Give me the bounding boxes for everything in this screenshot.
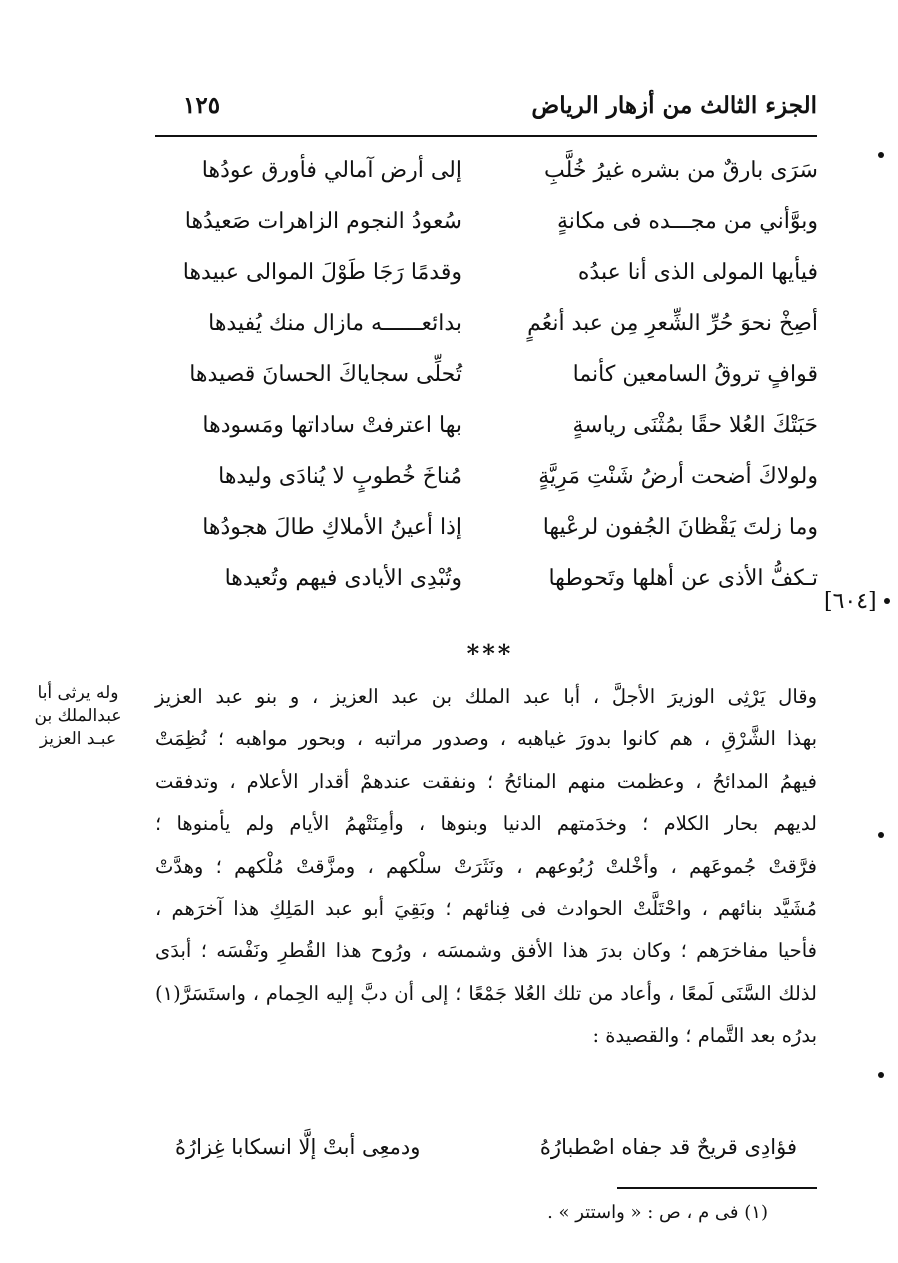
prose-line: فيهمُ المدائحُ ، وعظمت منهم المنائحُ ؛ ونفقت عندهمْ أقدار الأعلام ، وتدفقت <box>155 769 817 793</box>
margin-dot <box>884 598 890 604</box>
prose-line: لديهم بحار الكلام ؛ وخدَمتهم الدنيا وبنوها ، وأمِنَتْهمُ الأيام ولم يأمنوها ؛ <box>155 812 817 836</box>
second-hemistich: إذا أعينُ الأملاكِ طالَ هجودُها <box>202 515 462 540</box>
prose-line: وقال يَرْثِى الوزيرَ الأجلَّ ، أبا عبد الملك بن عبد العزيز ، و بنو عبد العزيز <box>155 685 817 708</box>
prose-line: فرَّقتْ جُموعَهم ، وأخْلتْ رُبُوعهم ، ونَثَرَتْ سلْكهم ، ومزَّقتْ مُلْكهم ؛ وهدَّتْ <box>155 854 817 878</box>
first-hemistich: فؤادِى قريحٌ قد جفاه اصْطبارُهُ <box>539 1135 797 1159</box>
verse-line <box>150 303 818 354</box>
verse-line <box>150 558 818 609</box>
verse-line <box>150 354 818 405</box>
prose-paragraph <box>155 676 817 1058</box>
verse-line <box>150 201 818 252</box>
verse-line <box>150 252 818 303</box>
first-hemistich: وما زلتَ يَقْظانَ الجُفون لرعْيها <box>542 515 818 540</box>
section-separator: *** <box>466 639 514 668</box>
first-hemistich: فيأيها المولى الذى أنا عبدُه <box>577 260 818 285</box>
opening-verse <box>175 1135 797 1175</box>
margin-note-line: عبـد العزيز <box>39 729 117 749</box>
prose-line: مُشَيَّد بنائهم ، واحْتَلَّتْ الحوادث فى فِنائهم ؛ وبَقِيَ أبو عبد المَلِكِ هذا آخرَهم ، <box>155 896 817 920</box>
header-rule <box>155 135 817 137</box>
poem-block <box>150 150 818 609</box>
second-hemistich: تُحلِّى سجاياكَ الحسانَ قصيدها <box>189 362 462 387</box>
first-hemistich: سَرَى بارقٌ من بشره غيرُ خُلَّبِ <box>544 158 818 183</box>
margin-note <box>22 682 134 751</box>
second-hemistich: وقدمًا رَجَا طَوْلَ الموالى عبيدها <box>182 260 462 285</box>
second-hemistich: إلى أرض آمالي فأورق عودُها <box>201 158 462 183</box>
second-hemistich: سُعودُ النجوم الزاهرات صَعيدُها <box>184 209 462 234</box>
second-hemistich: بها اعترفتْ ساداتها ومَسودها <box>202 413 462 438</box>
second-hemistich: بدائعــــــه مازال منك يُفيدها <box>208 311 462 336</box>
margin-dot <box>878 832 884 838</box>
verse-line <box>150 456 818 507</box>
first-hemistich: تـكفُّ الأذى عن أهلها وتَحوطها <box>548 566 818 591</box>
margin-dot <box>878 1072 884 1078</box>
first-hemistich: قوافٍ تروقُ السامعين كأنما <box>572 362 818 387</box>
verse-line <box>150 507 818 558</box>
running-header <box>155 88 817 128</box>
second-hemistich: ودمعِى أبتْ إلَّا انسكابا غِزارُهُ <box>175 1135 421 1159</box>
margin-dot <box>878 152 884 158</box>
margin-note-line: عبدالملك بن <box>34 706 122 726</box>
page-number: ١٢٥ <box>183 92 221 119</box>
prose-line: لذلك السَّنَى لَمعًا ، وأعاد من تلك العُلا جَمْعًا ؛ إلى أن دبَّ إليه الحِمام ، واستَسَرَّ(١) <box>155 981 817 1005</box>
first-hemistich: وبوَّأني من مجـــده فى مكانةٍ <box>557 209 818 234</box>
second-hemistich: مُناخَ خُطوبٍ لا يُنادَى وليدها <box>218 464 462 489</box>
book-title: الجزء الثالث من أزهار الرياض <box>531 92 817 119</box>
first-hemistich: أصِخْ نحوَ حُرِّ الشِّعرِ مِن عبد أنعُمٍ <box>527 311 818 336</box>
margin-note-line: وله يرثى أبا <box>37 683 119 703</box>
first-hemistich: ولولاكَ أضحت أرضُ شَنْتِ مَرِيَّةٍ <box>538 464 818 489</box>
prose-line: فأحيا مفاخرَهم ؛ وكان بدرَ هذا الأفق وشمسَه ، ورُوح هذا القُطرِ ونَفْسَه ؛ أبدَى <box>155 939 817 963</box>
footnote: (١) فى م ، ص : « واستتر » . <box>547 1202 768 1223</box>
footnote-rule <box>617 1187 817 1189</box>
second-hemistich: وتُبْدِى الأيادى فيهم وتُعيدها <box>224 566 462 591</box>
verse-line <box>150 405 818 456</box>
prose-line: بدرُه بعد التَّمام ؛ والقصيدة : <box>592 1024 817 1048</box>
margin-page-reference: [٦٠٤] <box>824 589 877 614</box>
prose-line: بهذا الشَّرْقِ ، هم كانوا بدورَ غياهبه ، وصدور مراتبه ، وبحور مواهبه ؛ نُظِمَتْ <box>155 727 817 751</box>
verse-line <box>150 150 818 201</box>
first-hemistich: حَبَتْكَ العُلا حقًا بمُثْنَى رياسةٍ <box>572 413 818 438</box>
